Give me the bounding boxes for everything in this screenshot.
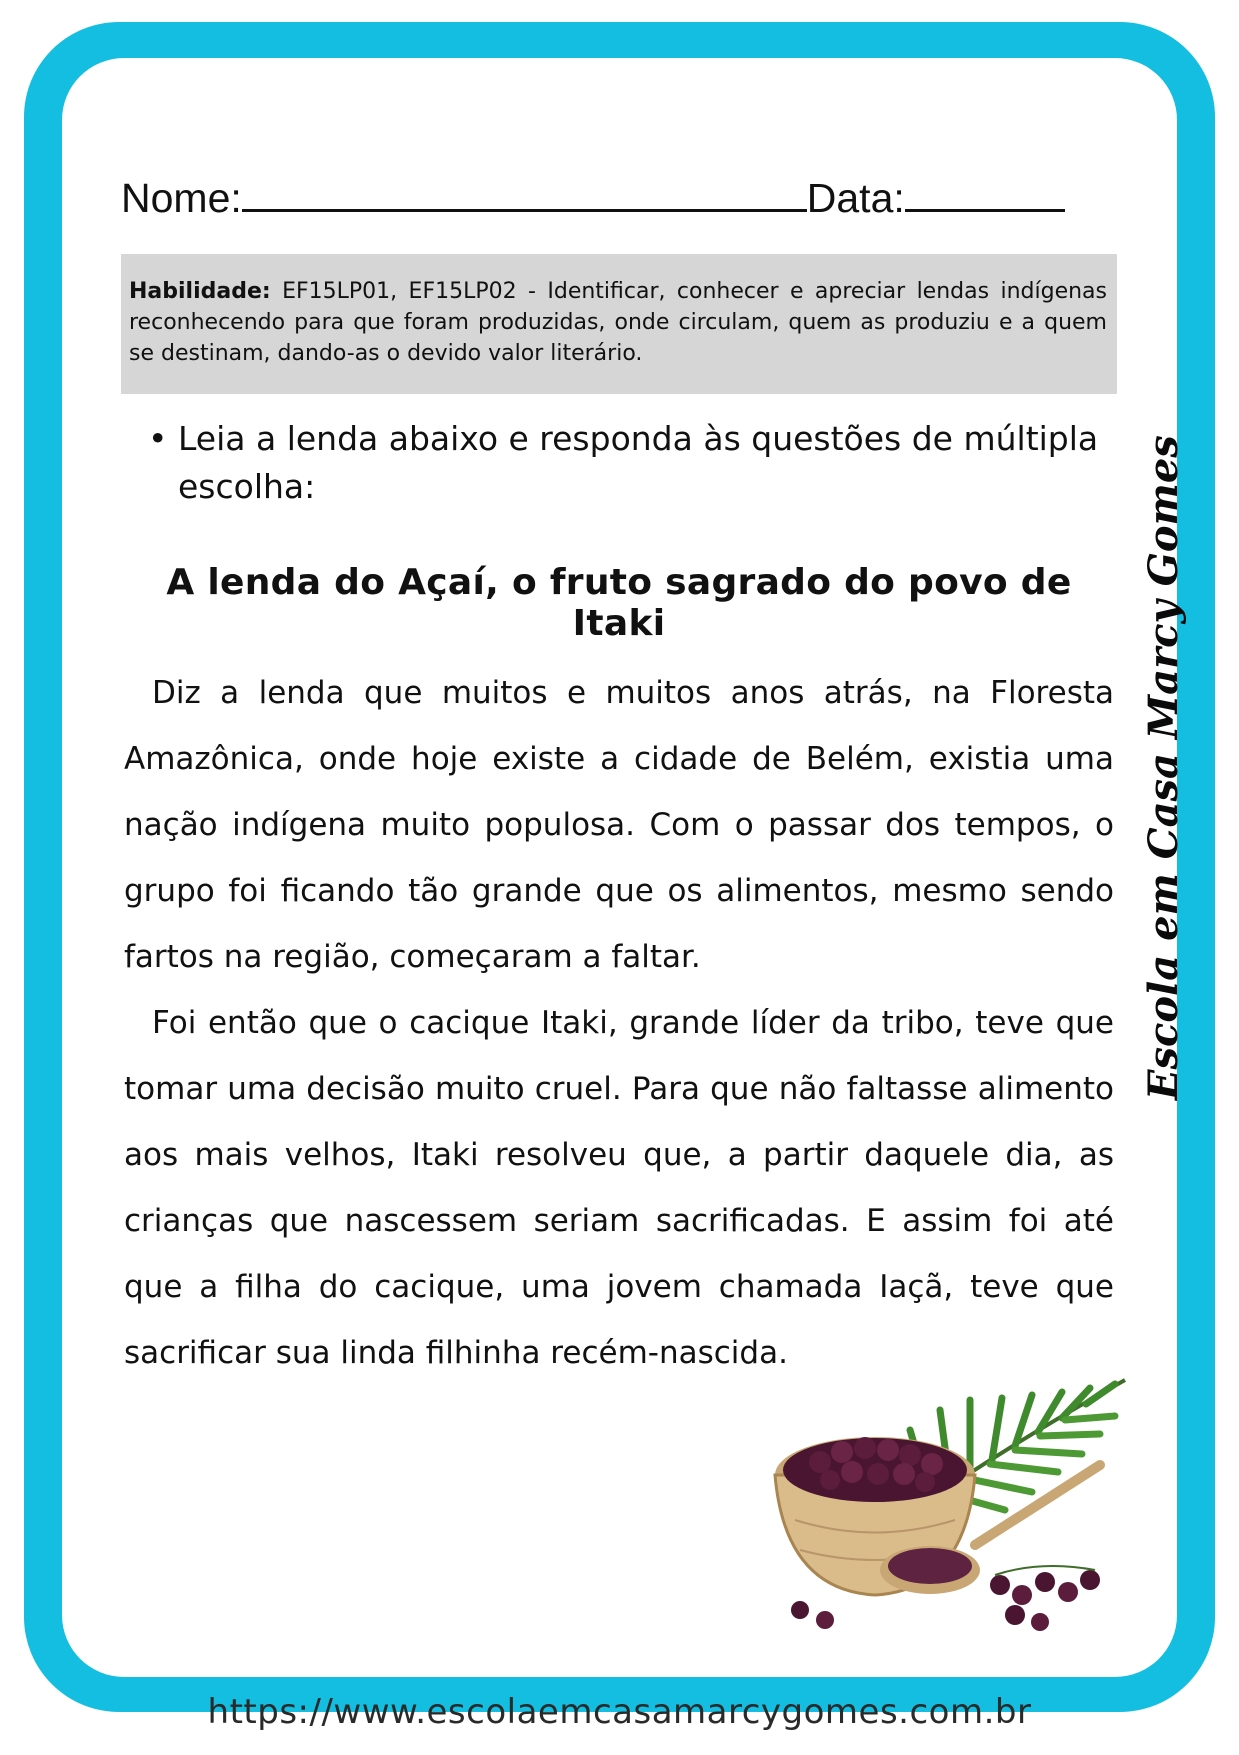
footer-url-link[interactable]: https://www.escolaemcasamarcygomes.com.br [207, 1692, 1032, 1732]
acai-bowl-illustration [770, 1370, 1130, 1640]
story-paragraph: Diz a lenda que muitos e muitos anos atrás, na Floresta Amazônica, onde hoje existe a cidade de Belém, existia uma nação indígena muito populosa. Com o passar dos tempos, o grupo foi ficando tão grande que os alimentos, mesmo sendo fartos na região, começaram a faltar. [124, 675, 1114, 975]
story-body [124, 660, 1114, 1386]
date-label: Data: [806, 175, 905, 221]
brand-side-text: Escola em Casa Marcy Gomes [1140, 435, 1187, 1100]
story-paragraph: Foi então que o cacique Itaki, grande líder da tribo, teve que tomar uma decisão muito cruel. Para que não faltasse alimento aos mais velhos, Itaki resolveu que, a partir daquele dia, as crianças que nascessem seriam sacrificadas. E assim foi até que a filha do cacique, uma jovem chamada Iaçã, teve que sacrificar sua linda filhinha recém-nascida. [124, 1005, 1114, 1371]
skill-text: EF15LP01, EF15LP02 - Identificar, conhecer e apreciar lendas indígenas reconhecendo para que foram produzidas, onde circulam, quem as produziu e a quem se destinam, dando-as o devido valor literário. [129, 279, 1107, 366]
bullet-icon: • [148, 419, 168, 458]
date-blank-line[interactable] [905, 171, 1065, 212]
skill-label: Habilidade: [129, 279, 271, 304]
story-title: A lenda do Açaí, o fruto sagrado do povo de Itaki [166, 562, 1072, 644]
name-date-header [121, 168, 1081, 228]
instruction-text: Leia a lenda abaixo e responda às questões de múltipla escolha: [178, 419, 1099, 506]
skill-box [121, 254, 1117, 394]
name-blank-line[interactable] [242, 171, 807, 212]
name-label: Nome: [121, 175, 242, 221]
instruction [148, 415, 1118, 511]
